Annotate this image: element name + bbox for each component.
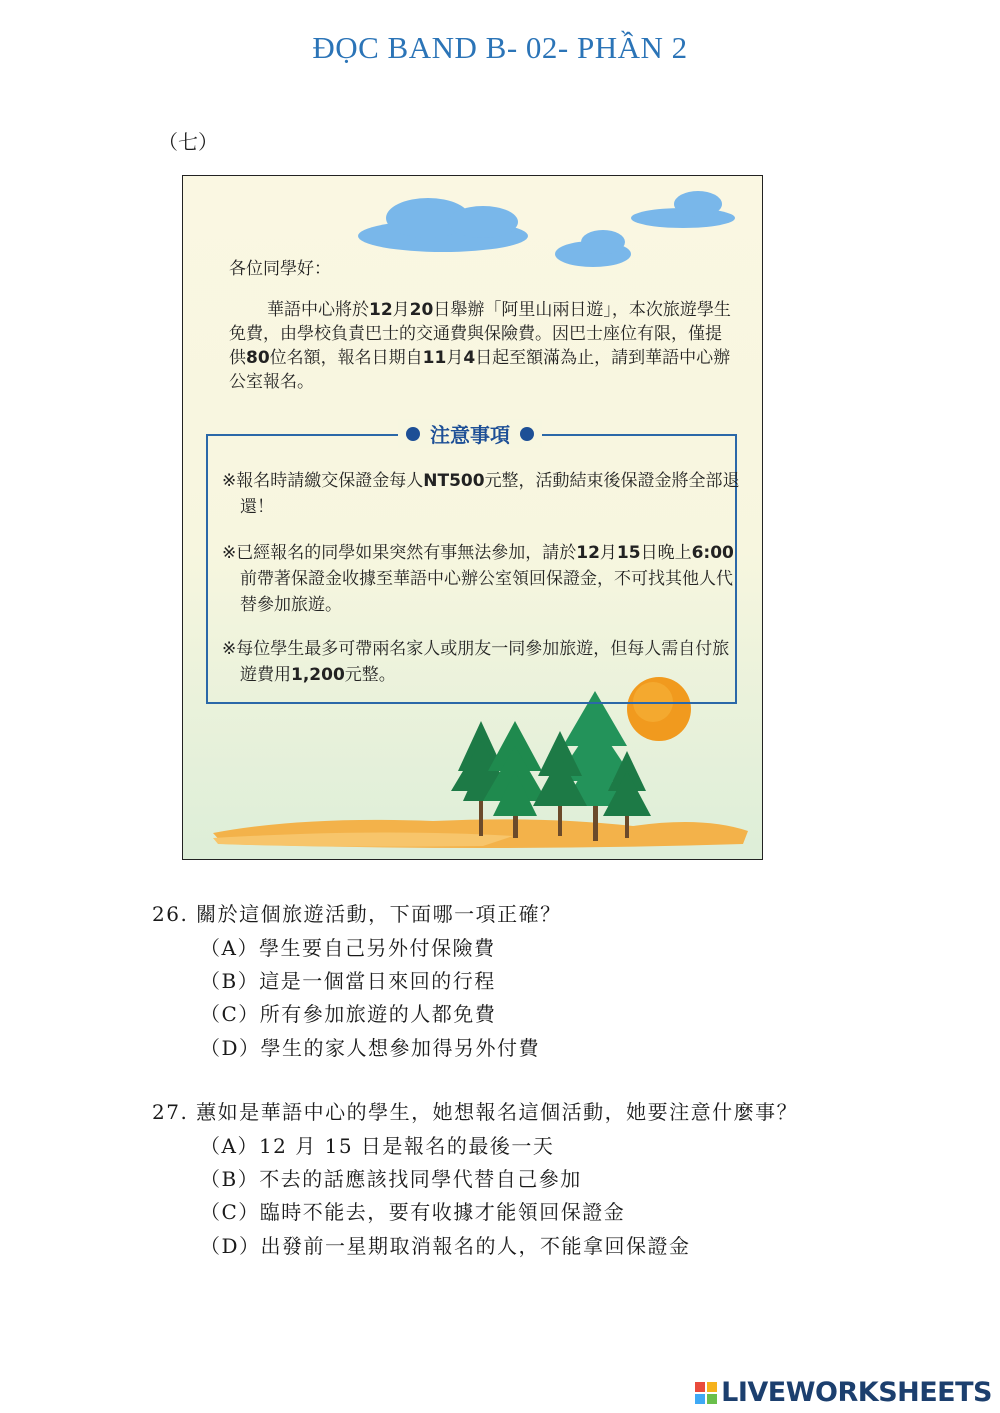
cloud-icon <box>555 230 631 267</box>
question-26-stem: 26. 關於這個旅遊活動，下面哪一項正確？ <box>152 902 562 926</box>
notice-panel <box>182 175 763 860</box>
section-label: （七） <box>158 130 218 154</box>
notice-greeting: 各位同學好： <box>229 259 331 279</box>
notice-body: 華語中心將於12月20日舉辦「阿里山兩日遊」，本次旅遊學生免費，由學校負責巴士的交通費與保險費。因巴士座位有限，僅提供80位名額，報名日期自11月4日起至額滿為止，請到華語中心辦公室報名。 <box>229 300 731 392</box>
cloud-icon <box>358 198 528 252</box>
question-26-option-a[interactable]: （A）學生要自己另外付保險費 <box>200 936 496 960</box>
notice-box-title: 注意事項 <box>430 423 510 447</box>
brand-text: LIVEWORKSHEETS <box>721 1377 992 1408</box>
question-27-option-c[interactable]: （C）臨時不能去，要有收據才能領回保證金 <box>200 1200 626 1224</box>
question-27-option-a[interactable]: （A）12 月 15 日是報名的最後一天 <box>200 1134 555 1158</box>
notice-box <box>206 423 740 704</box>
page-title: ĐỌC BAND B- 02- PHẦN 2 <box>312 30 688 65</box>
brand-grid-icon <box>695 1382 717 1404</box>
question-26-option-d[interactable]: （D）學生的家人想參加得另外付費 <box>200 1036 541 1060</box>
bullet-dot-icon <box>520 427 534 441</box>
question-27-stem: 27. 蕙如是華語中心的學生，她想報名這個活動，她要注意什麼事？ <box>152 1100 799 1124</box>
bullet-dot-icon <box>406 427 420 441</box>
notice-box-header <box>398 419 542 448</box>
brand-logo <box>695 1377 992 1408</box>
notice-item: ※每位學生最多可帶兩名家人或朋友一同參加旅遊，但每人需自付旅遊費用1,200元整。 <box>222 639 730 685</box>
question-27-option-b[interactable]: （B）不去的話應該找同學代替自己參加 <box>200 1167 582 1191</box>
question-26-option-b[interactable]: （B）這是一個當日來回的行程 <box>200 969 496 993</box>
notice-item: ※已經報名的同學如果突然有事無法參加，請於12月15日晚上6:00前帶著保證金收據至華語中心辦公室領回保證金，不可找其他人代替參加旅遊。 <box>222 543 734 615</box>
question-26-option-c[interactable]: （C）所有參加旅遊的人都免費 <box>200 1002 497 1026</box>
question-27-option-d[interactable]: （D）出發前一星期取消報名的人，不能拿回保證金 <box>200 1234 691 1258</box>
cloud-icon <box>631 191 735 228</box>
notice-item: ※報名時請繳交保證金每人NT500元整，活動結束後保證金將全部退還！ <box>222 471 740 517</box>
